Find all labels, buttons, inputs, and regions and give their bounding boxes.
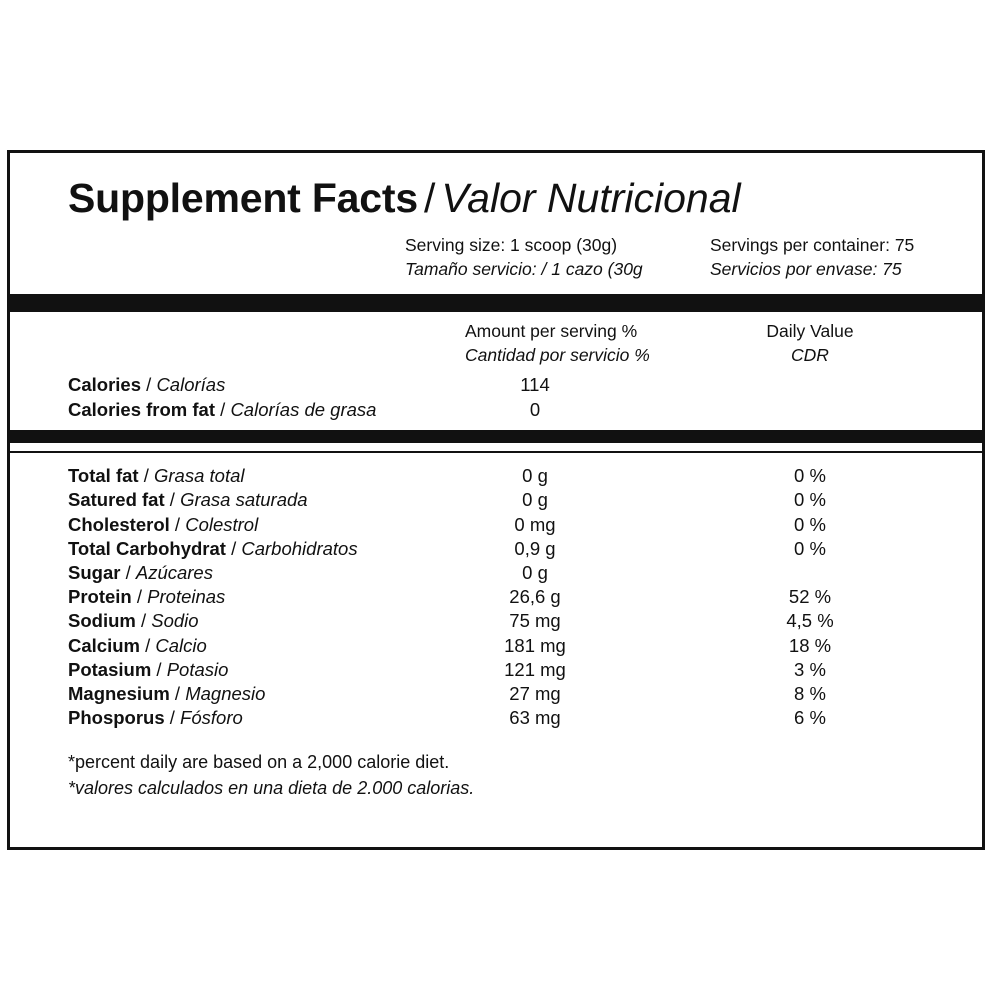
supplement-facts-panel xyxy=(7,150,985,850)
nutrient-name-en: Total Carbohydrat xyxy=(68,537,226,559)
table-row: Total fat / Grasa total 0 g 0 % xyxy=(10,465,982,489)
nutrient-name-en: Sodium xyxy=(68,610,136,632)
serving-size-es: Tamaño servicio: / 1 cazo (30g xyxy=(405,258,643,279)
servings-per-container-en: Servings per container: 75 xyxy=(710,235,915,255)
nutrient-name-en: Sugar xyxy=(68,562,121,583)
nutrient-name-es: Magnesio xyxy=(185,682,266,704)
table-row: Cholesterol / Colestrol 0 mg 0 % xyxy=(10,514,982,538)
calories-value: 114 xyxy=(520,374,550,396)
nutrient-name-es: Sodio xyxy=(151,610,199,632)
nutrient-amount: 26,6 g xyxy=(509,586,561,608)
nutrient-amount: 63 mg xyxy=(509,707,561,729)
nutrient-dv: 8 % xyxy=(794,682,826,704)
nutrient-table xyxy=(10,465,982,731)
nutrient-dv: 18 % xyxy=(788,634,832,656)
nutrient-name-es: Colestrol xyxy=(185,513,259,535)
nutrient-name-en: Satured fat xyxy=(68,489,165,511)
table-row: Phosporus / Fósforo 63 mg 6 % xyxy=(10,707,982,731)
panel-title xyxy=(10,153,982,222)
daily-value-header-es: CDR xyxy=(791,344,829,365)
table-row: Calcium / Calcio 181 mg 18 % xyxy=(10,635,982,659)
calories-from-fat-value: 0 xyxy=(529,399,541,421)
nutrient-amount: 0 g xyxy=(522,562,548,583)
nutrient-name-es: Grasa saturada xyxy=(180,489,308,511)
nutrient-name-es: Carbohidratos xyxy=(241,537,358,559)
nutrient-name-es: Calcio xyxy=(155,634,207,656)
column-headers xyxy=(10,320,982,374)
nutrient-dv: 0 % xyxy=(794,513,826,535)
serving-info xyxy=(10,234,982,281)
nutrient-dv: 0 % xyxy=(794,537,826,559)
title-separator: / xyxy=(423,175,436,221)
calories-from-fat-row: Calories from fat / Calorías de grasa 0 xyxy=(10,399,982,424)
amount-header-en: Amount per serving % xyxy=(465,321,638,342)
nutrient-dv: 4,5 % xyxy=(786,610,834,632)
nutrient-name-es: Azúcares xyxy=(135,562,213,583)
nutrient-dv: 0 % xyxy=(794,489,826,511)
nutrient-amount: 0 mg xyxy=(514,513,556,535)
nutrient-dv: 52 % xyxy=(788,586,832,608)
table-row: Potasium / Potasio 121 mg 3 % xyxy=(10,659,982,683)
nutrient-amount: 75 mg xyxy=(509,610,561,632)
footnote-en: *percent daily are based on a 2,000 calorie diet. xyxy=(68,752,450,773)
nutrient-name-en: Calcium xyxy=(68,634,140,656)
footnote-es: *valores calculados en una dieta de 2.000 calorias. xyxy=(68,778,475,799)
nutrient-dv: 6 % xyxy=(794,707,826,729)
nutrient-dv: 3 % xyxy=(794,658,826,680)
table-row: Satured fat / Grasa saturada 0 g 0 % xyxy=(10,489,982,513)
table-row: Sugar / Azúcares 0 g xyxy=(10,562,982,586)
servings-per-container-es: Servicios por envase: 75 xyxy=(710,258,902,279)
nutrient-amount: 27 mg xyxy=(509,682,561,704)
nutrient-amount: 0,9 g xyxy=(514,537,556,559)
serving-size-en: Serving size: 1 scoop (30g) xyxy=(405,235,618,255)
nutrient-name-es: Grasa total xyxy=(154,465,245,487)
calories-label-es: Calorías xyxy=(156,374,226,396)
nutrient-name-es: Proteinas xyxy=(147,586,226,608)
divider-thick-middle xyxy=(10,430,982,443)
nutrient-name-en: Potasium xyxy=(68,658,152,680)
title-english: Supplement Facts xyxy=(68,175,418,221)
calories-row: Calories / Calorías 114 xyxy=(10,374,982,399)
amount-header-es: Cantidad por servicio % xyxy=(465,344,650,365)
nutrient-name-en: Total fat xyxy=(68,465,139,487)
table-row: Total Carbohydrat / Carbohidratos 0,9 g 0 % xyxy=(10,538,982,562)
calories-from-fat-label-en: Calories from fat xyxy=(68,399,216,421)
nutrient-name-es: Fósforo xyxy=(180,707,243,729)
nutrient-amount: 181 mg xyxy=(504,634,566,656)
table-row: Magnesium / Magnesio 27 mg 8 % xyxy=(10,683,982,707)
nutrient-amount: 0 g xyxy=(522,489,548,511)
nutrient-name-es: Potasio xyxy=(166,658,229,680)
nutrient-amount: 121 mg xyxy=(504,658,566,680)
nutrient-name-en: Protein xyxy=(68,586,132,608)
daily-value-header-en: Daily Value xyxy=(766,321,854,342)
table-row: Sodium / Sodio 75 mg 4,5 % xyxy=(10,610,982,634)
table-row: Protein / Proteinas 26,6 g 52 % xyxy=(10,586,982,610)
nutrient-dv: 0 % xyxy=(794,465,826,487)
title-spanish: Valor Nutricional xyxy=(441,175,741,221)
footnotes xyxy=(10,749,982,801)
nutrient-amount: 0 g xyxy=(522,465,548,487)
nutrient-name-en: Cholesterol xyxy=(68,513,170,535)
nutrient-name-en: Phosporus xyxy=(68,707,165,729)
divider-thick-top xyxy=(10,294,982,312)
calories-from-fat-label-es: Calorías de grasa xyxy=(230,399,377,421)
calories-label-en: Calories xyxy=(68,374,142,396)
nutrient-name-en: Magnesium xyxy=(68,682,170,704)
divider-thin xyxy=(10,451,982,453)
